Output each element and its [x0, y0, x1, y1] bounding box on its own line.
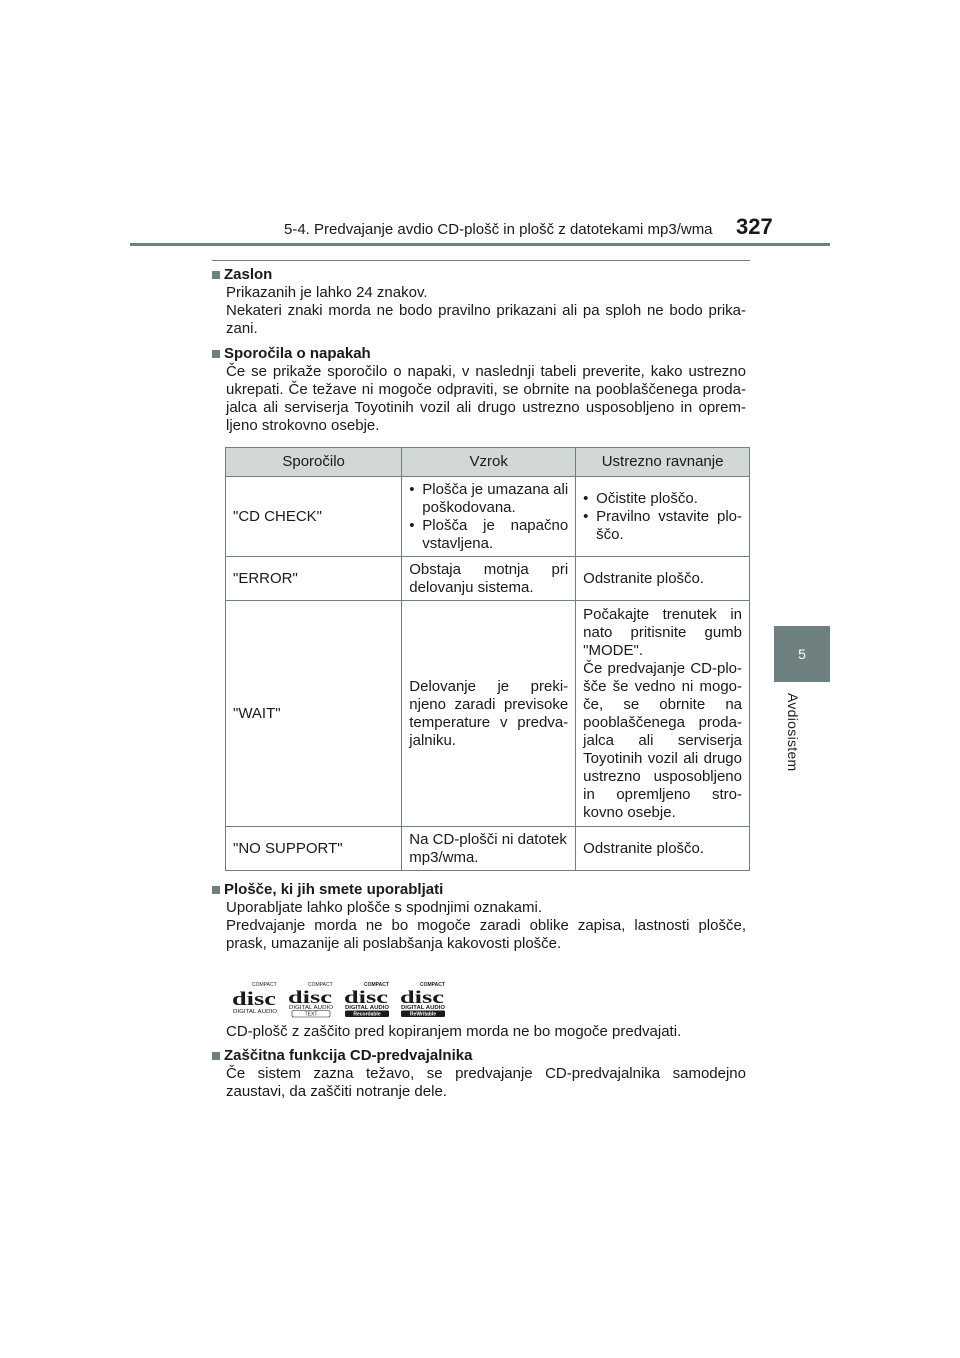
column-header: Vzrok [402, 448, 576, 477]
svg-text:COMPACT: COMPACT [308, 982, 333, 988]
table-row [226, 601, 750, 827]
section-heading: Plošče, ki jih smete uporabljati [212, 881, 746, 899]
svg-text:disc: disc [288, 987, 333, 1007]
section-body: Če sistem zazna težavo, se predvajanje CD-predvajalnika samodejno zaustavi, da zaščiti notranje dele. [226, 1065, 746, 1100]
svg-text:COMPACT: COMPACT [420, 982, 445, 988]
table-row [226, 827, 750, 871]
svg-text:DIGITAL AUDIO: DIGITAL AUDIO [289, 1005, 334, 1011]
section-protection [212, 1047, 746, 1101]
error-table [225, 447, 750, 871]
content-rule [212, 260, 750, 261]
action-cell: Odstranite ploščo. [576, 827, 750, 871]
svg-text:ReWritable: ReWritable [409, 1011, 437, 1018]
section-errors [212, 345, 746, 435]
header-rule [130, 243, 830, 246]
square-bullet-icon [212, 886, 220, 894]
square-bullet-icon [212, 1052, 220, 1060]
svg-text:disc: disc [232, 989, 276, 1010]
svg-text:COMPACT: COMPACT [252, 982, 277, 988]
section-discs [212, 881, 746, 953]
svg-text:TEXT: TEXT [304, 1011, 318, 1018]
compact-disc-recordable-logo [342, 980, 392, 1018]
svg-text:DIGITAL AUDIO: DIGITAL AUDIO [345, 1005, 390, 1011]
chapter-number: 5 [798, 646, 806, 662]
cause-cell: Na CD-plošči ni datotek mp3/wma. [402, 827, 576, 871]
message-cell: "CD CHECK" [226, 477, 402, 557]
column-header: Sporočilo [226, 448, 402, 477]
message-cell: "WAIT" [226, 601, 402, 827]
column-header: Ustrezno ravnanje [576, 448, 750, 477]
compact-disc-rewritable-logo [398, 980, 448, 1018]
svg-text:DIGITAL AUDIO: DIGITAL AUDIO [233, 1009, 278, 1015]
compact-disc-text-logo [286, 980, 336, 1018]
copy-protection-note [212, 1023, 746, 1041]
chapter-label: Avdiosistem [785, 693, 801, 772]
svg-text:Recordable: Recordable [353, 1011, 381, 1018]
section-body: CD-plošč z zaščito pred kopiranjem morda ne bo mogoče predvajati. [226, 1023, 682, 1040]
square-bullet-icon [212, 350, 220, 358]
square-bullet-icon [212, 271, 220, 279]
section-heading: Sporočila o napakah [212, 345, 746, 363]
section-body: Če se prikaže sporočilo o napaki, v naslednji tabeli preverite, kako ustrezno ukrepati. Če težave ni mogoče odpraviti, se obrnite na pooblaščenega proda-jalca ali serviserja Toyotinih vozil ali drugo ustrezno usposobljeno in oprem-ljeno strokovno osebje. [226, 363, 746, 434]
section-heading: Zaslon [212, 266, 746, 284]
cause-cell: • Plošča je umazana ali poškodovana. • Plošča je napačno vstavljena. [402, 477, 576, 557]
cause-cell: Obstaja motnja pri delovanju sistema. [402, 557, 576, 601]
action-cell: • Očistite ploščo. • Pravilno vstavite plo-ščo. [576, 477, 750, 557]
svg-text:COMPACT: COMPACT [364, 982, 389, 988]
table-row [226, 557, 750, 601]
header-title: 5-4. Predvajanje avdio CD-plošč in plošč z datotekami mp3/wma [284, 221, 713, 238]
svg-text:disc: disc [400, 987, 445, 1007]
chapter-tab [774, 626, 830, 682]
cause-cell: Delovanje je preki-njeno zaradi previsoke temperature v predva-jalniku. [402, 601, 576, 827]
svg-text:DIGITAL AUDIO: DIGITAL AUDIO [401, 1005, 446, 1011]
compact-disc-logo [230, 980, 280, 1018]
action-cell: Odstranite ploščo. [576, 557, 750, 601]
section-display [212, 266, 746, 338]
table-row [226, 477, 750, 557]
section-body: Prikazanih je lahko 24 znakov. Nekateri znaki morda ne bodo pravilno prikazani ali pa sploh ne bodo prika-zani. [226, 284, 746, 337]
page-number: 327 [736, 214, 773, 239]
section-heading: Zaščitna funkcija CD-predvajalnika [212, 1047, 746, 1065]
disc-logos [230, 980, 448, 1018]
table-header-row [226, 448, 750, 477]
message-cell: "NO SUPPORT" [226, 827, 402, 871]
action-cell: Počakajte trenutek in nato pritisnite gumb "MODE". Če predvajanje CD-plo-šče še vedno ni mogo-če, se obrnite na pooblaščenega proda-jalca ali serviserja Toyotinih vozil ali drugo ustrezno usposobljeno in opremljeno stro-kovno osebje. [576, 601, 750, 827]
svg-text:disc: disc [344, 987, 389, 1007]
message-cell: "ERROR" [226, 557, 402, 601]
section-body: Uporabljate lahko plošče s spodnjimi oznakami. Predvajanje morda ne bo mogoče zaradi oblike zapisa, lastnosti plošče, prask, umazanije ali poslabšanja kakovosti plošče. [226, 899, 746, 952]
